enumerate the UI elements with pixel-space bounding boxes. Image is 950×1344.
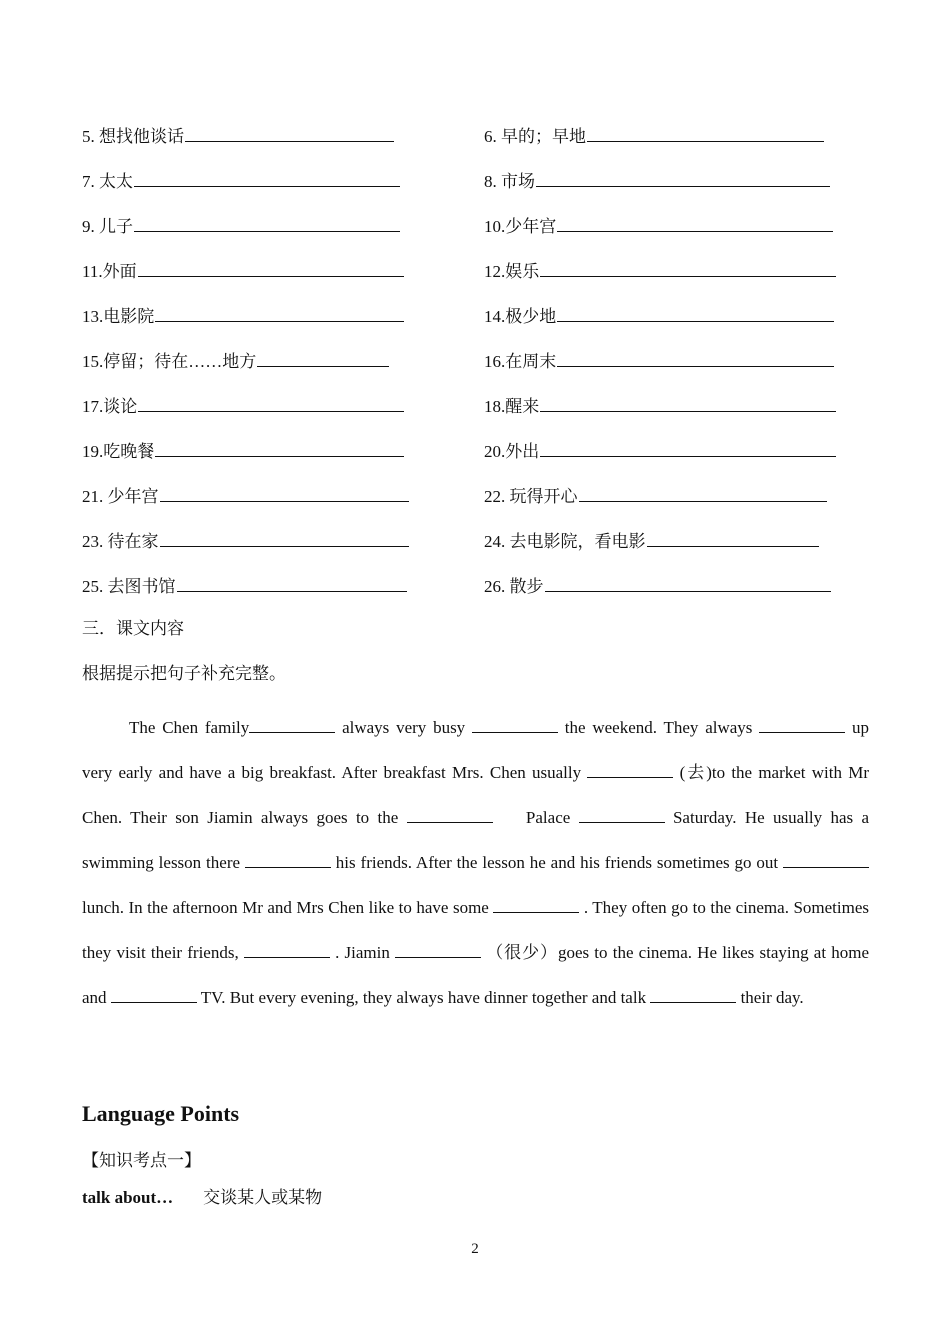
language-points-heading: Language Points [82,1101,240,1126]
answer-blank[interactable] [160,485,409,502]
passage-text: （很少）goes to the cinema. He likes staying at home and [82,943,869,1007]
vocab-item-23 [82,530,409,553]
answer-blank[interactable] [545,575,831,592]
vocab-item-15 [82,350,389,373]
phrase-entry [82,1187,322,1209]
answer-blank[interactable] [650,984,736,1003]
answer-blank[interactable] [536,170,830,187]
answer-blank[interactable] [540,440,836,457]
section-instruction: 根据提示把句子补充完整。 [82,664,286,683]
passage-text: TV. But every evening, they always have dinner together and talk [196,988,651,1007]
answer-blank[interactable] [579,804,665,823]
answer-blank[interactable] [111,984,197,1003]
vocab-label: 18.醒来 [484,397,540,416]
answer-blank[interactable] [493,894,579,913]
vocab-item-19 [82,440,404,463]
passage-text: Saturday. He usually has a swimming lesson there [82,808,870,872]
passage-text: always very busy [335,718,472,737]
page-number: 2 [471,1241,479,1257]
vocab-label: 8. 市场 [484,172,535,191]
passage-text: lunch. In the afternoon Mr and Mrs Chen like to have some [82,898,494,917]
vocab-label: 11.外面 [82,262,137,281]
knowledge-point-label: 【知识考点一】 [82,1151,201,1170]
vocab-label: 23. 待在家 [82,532,159,551]
answer-blank[interactable] [759,714,845,733]
answer-blank[interactable] [647,530,819,547]
vocab-label: 10.少年宫 [484,217,557,236]
answer-blank[interactable] [783,849,869,868]
vocab-item-22 [484,485,827,508]
vocab-label: 25. 去图书馆 [82,577,176,596]
answer-blank[interactable] [249,714,335,733]
vocab-item-9 [82,215,400,238]
vocab-label: 20.外出 [484,442,540,461]
answer-blank[interactable] [134,170,400,187]
passage-text: . Jiamin [329,943,396,962]
answer-blank[interactable] [244,939,330,958]
answer-blank[interactable] [185,125,394,142]
vocab-label: 9. 儿子 [82,217,133,236]
answer-blank[interactable] [407,804,493,823]
answer-blank[interactable] [245,849,331,868]
phrase-meaning: 交谈某人或某物 [203,1188,323,1207]
vocab-item-21 [82,485,409,508]
vocab-label: 22. 玩得开心 [484,487,578,506]
answer-blank[interactable] [155,440,404,457]
vocab-item-12 [484,260,836,283]
vocab-item-13 [82,305,404,328]
vocab-item-25 [82,575,407,598]
answer-blank[interactable] [155,305,404,322]
answer-blank[interactable] [177,575,407,592]
answer-blank[interactable] [160,530,409,547]
vocab-item-18 [484,395,836,418]
vocab-label: 12.娱乐 [484,262,540,281]
answer-blank[interactable] [395,939,481,958]
vocab-label: 5. 想找他谈话 [82,127,184,146]
vocab-item-24 [484,530,819,553]
passage-text: their day. [736,988,804,1007]
vocab-label: 19.吃晚餐 [82,442,155,461]
answer-blank[interactable] [257,350,389,367]
vocab-label: 13.电影院 [82,307,155,326]
vocab-item-17 [82,395,404,418]
section-title: 三．课文内容 [82,619,184,638]
vocab-item-20 [484,440,836,463]
passage-text: Palace [492,808,579,827]
vocab-label: 7. 太太 [82,172,133,191]
vocab-item-14 [484,305,834,328]
vocab-label: 6. 早的；早地 [484,127,586,146]
answer-blank[interactable] [134,215,400,232]
answer-blank[interactable] [138,395,404,412]
vocab-item-8 [484,170,830,193]
answer-blank[interactable] [587,759,673,778]
answer-blank[interactable] [557,215,833,232]
vocab-label: 15.停留；待在……地方 [82,352,257,371]
passage-text: his friends. After the lesson he and his friends sometimes go out [330,853,783,872]
answer-blank[interactable] [579,485,827,502]
vocab-label: 26. 散步 [484,577,544,596]
vocab-label: 21. 少年宫 [82,487,159,506]
vocab-label: 14.极少地 [484,307,557,326]
vocab-item-10 [484,215,833,238]
answer-blank[interactable] [587,125,824,142]
vocab-item-7 [82,170,400,193]
answer-blank[interactable] [540,260,836,277]
answer-blank[interactable] [138,260,404,277]
passage-text: . They often go to the cinema. Sometimes they visit their friends, [82,898,869,962]
cloze-passage [82,705,869,1020]
answer-blank[interactable] [557,350,834,367]
phrase: talk about… [82,1188,174,1207]
passage-text: (去)to the market with Mr Chen. Their son Jiamin always goes to the [82,763,869,827]
vocab-item-11 [82,260,404,283]
vocab-item-16 [484,350,834,373]
passage-text: up very early and have a big breakfast. After breakfast Mrs. Chen usually [82,718,870,782]
answer-blank[interactable] [540,395,836,412]
vocab-item-6 [484,125,824,148]
vocab-label: 24. 去电影院，看电影 [484,532,646,551]
vocab-item-5 [82,125,394,148]
passage-text: The Chen family [129,718,250,737]
vocab-item-26 [484,575,831,598]
vocab-label: 17.谈论 [82,397,138,416]
vocab-label: 16.在周末 [484,352,557,371]
passage-text: the weekend. They always [557,718,760,737]
answer-blank[interactable] [557,305,834,322]
answer-blank[interactable] [472,714,558,733]
